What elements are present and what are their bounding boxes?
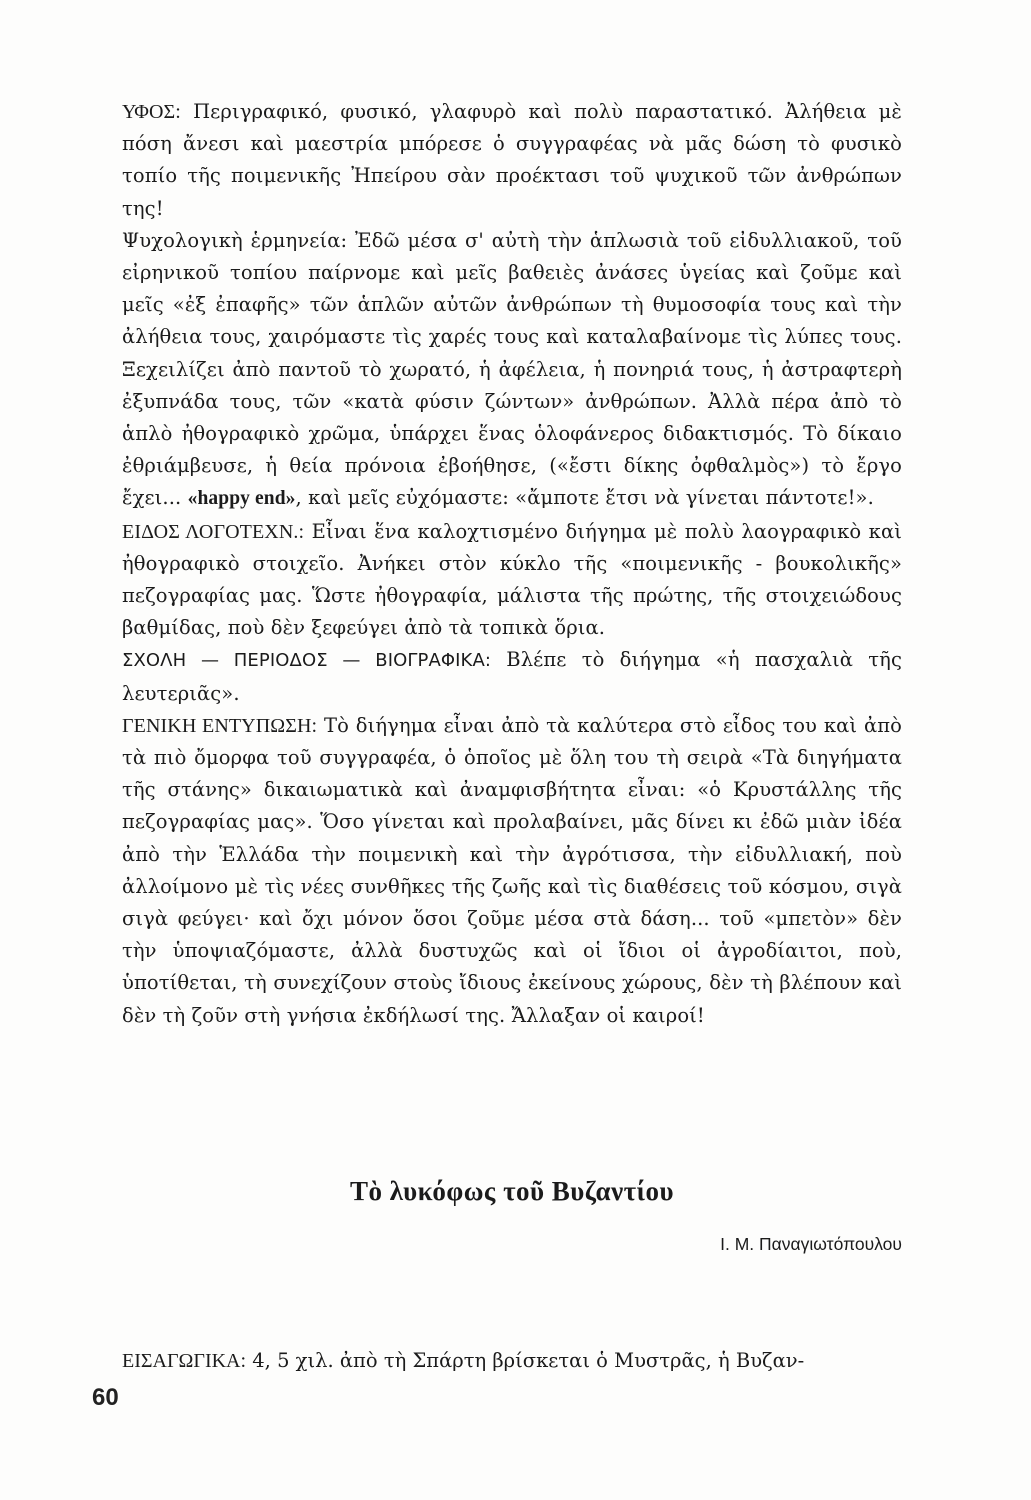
label-geniki: ΓΕΝΙΚΗ ΕΝΤΥΠΩΣΗ: <box>122 714 318 737</box>
intro-paragraph <box>122 1345 902 1377</box>
paragraph-sxoli <box>122 644 902 709</box>
text-eidos: Εἶναι ἕνα καλοχτισμένο διήγημα μὲ πολὺ λαογραφικὸ καὶ ἠθογραφικὸ στοιχεῖο. Ἀνήκει στὸν κύκλο τῆς «ποιμενικῆς - βουκολικῆς» πεζογραφίας μας. Ὥστε ἠθογραφία, μάλιστα τῆς πρώτης, τῆς στοιχειώδους βαθμίδας, ποὺ δὲν ξεφεύγει ἀπὸ τὰ τοπικὰ ὅρια. <box>122 519 902 640</box>
text-geniki: Τὸ διήγημα εἶναι ἀπὸ τὰ καλύτερα στὸ εἶδος του καὶ ἀπὸ τὰ πιὸ ὄμορφα τοῦ συγγραφέα, ὁ ὁποῖος μὲ ὅλη του τὴ σειρὰ «Τὰ διηγήματα τῆς στάνης» δικαιωματικὰ καὶ ἀναμφισβήτητα εἶναι: «ὁ Κρυστάλλης τῆς πεζογραφίας μας». Ὅσο γίνεται καὶ προλαβαίνει, μᾶς δίνει κι ἐδῶ μιὰν ἰδέα ἀπὸ τὴν Ἑλλάδα τὴν ποιμενικὴ καὶ τὴν ἀγρότισσα, τὴν εἰδυλλιακή, ποὺ ἀλλοίμονο μὲ τὶς νέες συνθῆκες τῆς ζωῆς καὶ τὶς διαθέσεις τοῦ κόσμου, σιγὰ σιγὰ φεύγει· καὶ ὄχι μόνον ὅσοι ζοῦμε μέσα στὰ δάση... τοῦ «μπετὸν» δὲν τὴν ὑποψιαζόμαστε, ἀλλὰ δυστυχῶς καὶ οἱ ἴδιοι οἱ ἀγροδίαιτοι, ποὺ, ὑποτίθεται, τὴ συνεχίζουν στοὺς ἴδιους ἐκείνους χώρους, δὲν τὴ βλέπουν καὶ δὲν τὴ ζοῦν στὴ γνήσια ἐκδήλωσί της. Ἄλλαξαν οἱ καιροί! <box>122 713 902 1027</box>
article-title: Τὸ λυκόφως τοῦ Βυζαντίου <box>349 1176 675 1206</box>
paragraph-yfos <box>122 96 902 225</box>
paragraph-eidos <box>122 516 902 645</box>
paragraph-psychology <box>122 225 902 516</box>
page-number: 60 <box>92 1384 119 1411</box>
label-intro: ΕΙΣΑΓΩΓΙΚΑ: <box>122 1350 247 1372</box>
text-intro: 4, 5 χιλ. ἀπὸ τὴ Σπάρτη βρίσκεται ὁ Μυστρᾶς, ἡ Βυζαν- <box>252 1349 805 1372</box>
main-text-block <box>122 96 902 1032</box>
paragraph-geniki <box>122 710 902 1032</box>
article-author: Ι. Μ. Παναγιωτόπουλου <box>720 1234 902 1254</box>
text-psychology-end: , καὶ μεῖς εὐχόμαστε: «ἄμποτε ἔτσι νὰ γίνεται πάντοτε!». <box>295 486 874 510</box>
text-sxoli: Βλέπε τὸ διήγημα «ἡ πασχαλιὰ τῆς λευτεριᾶς». <box>122 648 902 705</box>
label-yfos: ΥΦΟΣ: <box>122 101 181 123</box>
label-sxoli: ΣΧΟΛΗ — ΠΕΡΙΟΔΟΣ — ΒΙΟΓΡΑΦΙΚΑ: <box>122 650 492 672</box>
article-title-block <box>122 1176 902 1207</box>
text-psychology: Ἐδῶ μέσα σ' αὐτὴ τὴν ἁπλωσιὰ τοῦ εἰδυλλιακοῦ, τοῦ εἰρηνικοῦ τοπίου παίρνομε καὶ μεῖς βαθειὲς ἀνάσες ὑγείας καὶ ζοῦμε καὶ μεῖς «ἐξ ἐπαφῆς» τῶν ἁπλῶν αὐτῶν ἀνθρώπων τὴ θυμοσοφία τους καὶ τὴν ἀλήθεια τους, χαιρόμαστε τὶς χαρές τους καὶ καταλαβαίνομε τὶς λύπες τους. Ξεχειλίζει ἀπὸ παντοῦ τὸ χωρατό, ἡ ἀφέλεια, ἡ πονηριά τους, ἡ ἀστραφτερὴ ἐξυπνάδα τους, τῶν «κατὰ φύσιν ζώντων» ἀνθρώπων. Ἀλλὰ πέρα ἀπὸ τὸ ἁπλὸ ἠθογραφικὸ χρῶμα, ὑπάρχει ἕνας ὁλοφάνερος διδακτισμός. Τὸ δίκαιο ἐθριάμβευσε, ἡ θεία πρόνοια ἐβοήθησε, («ἔστι δίκης ὀφθαλμὸς») τὸ ἔργο ἔχει... <box>122 228 902 510</box>
text-yfos: Περιγραφικό, φυσικό, γλαφυρὸ καὶ πολὺ παραστατικό. Ἀλήθεια μὲ πόση ἄνεσι καὶ μαεστρία μπόρεσε ὁ συγγραφέας νὰ μᾶς δώση τὸ φυσικὸ τοπίο τῆς ποιμενικῆς Ἠπείρου σὰν προέκτασι τοῦ ψυχικοῦ τῶν ἀνθρώπων της! <box>122 100 902 220</box>
happy-end-phrase: «happy end» <box>187 488 296 510</box>
label-eidos: ΕΙΔΟΣ ΛΟΓΟΤΕΧΝ.: <box>122 520 305 543</box>
label-psychology: Ψυχολογικὴ ἑρμηνεία: <box>122 228 348 252</box>
